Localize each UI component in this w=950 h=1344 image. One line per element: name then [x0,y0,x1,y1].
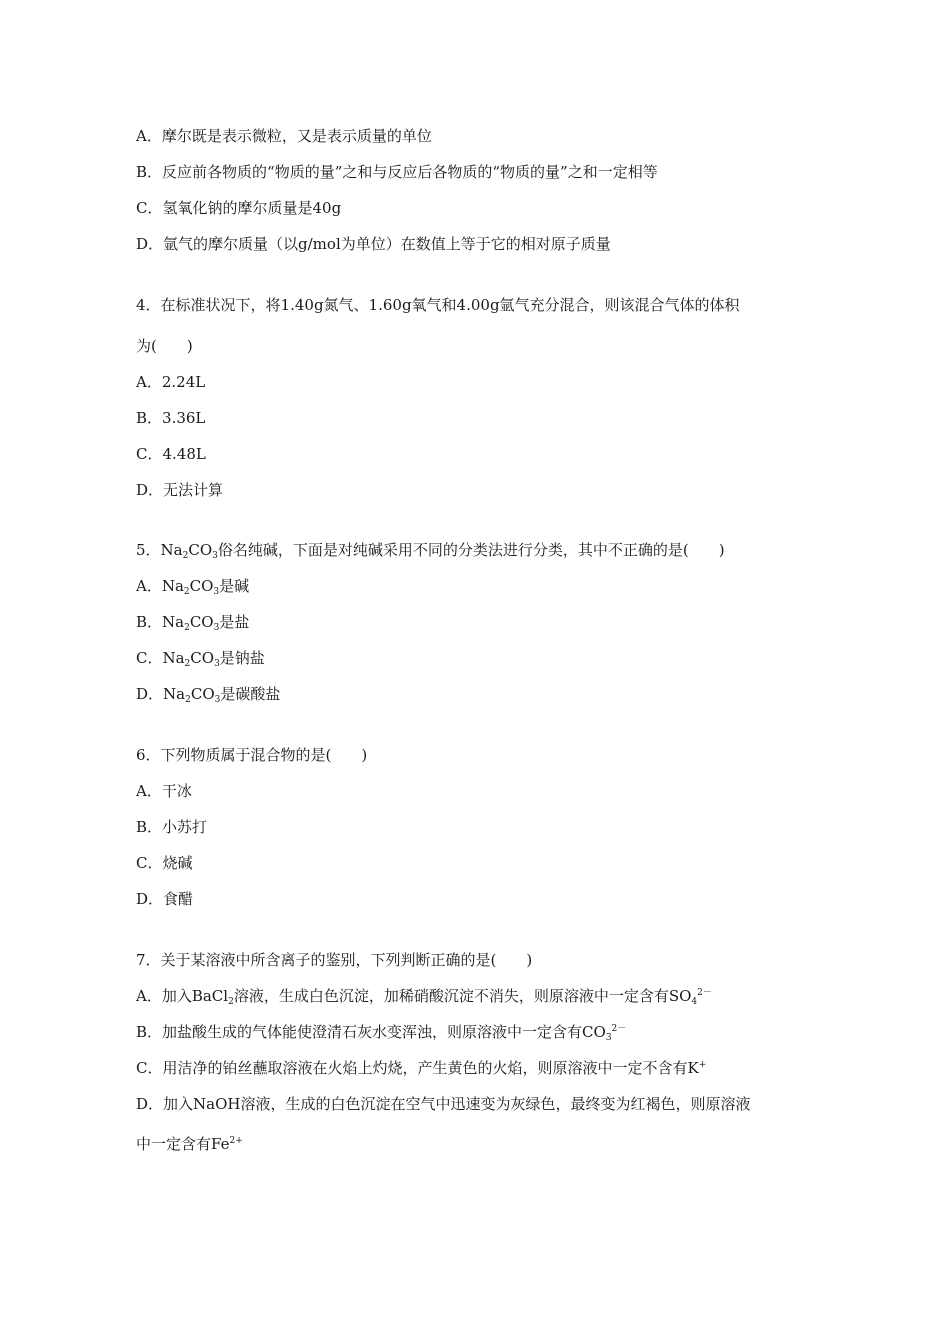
q5-stem-prefix: 5．Na [136,541,183,559]
q5-option-a [136,576,249,596]
q7-option-a [136,986,712,1006]
q5-stem-sub: 2 [182,551,189,561]
q5-option-formula: CO [190,685,215,703]
q5-option-d [136,684,280,704]
q5-option-b-suffix: 是盐 [219,613,250,631]
q7-option-c-sup: + [698,1060,707,1070]
q6-option-c: C．烧碱 [136,854,193,872]
q6-option-d: D．食醋 [136,890,194,908]
q4-option-a: A．2.24L [136,373,206,391]
q5-option-sub: 3 [214,659,220,669]
q7-option-b-sup: 2－ [611,1024,627,1034]
q6-option-a: A．干冰 [136,782,192,800]
q5-stem-mid: CO [188,541,213,559]
q6-stem: 6．下列物质属于混合物的是( ) [136,746,368,764]
q3-option-a: A．摩尔既是表示微粒，又是表示质量的单位 [136,127,432,145]
q3-option-b: B．反应前各物质的“物质的量”之和与反应后各物质的“物质的量”之和一定相等 [136,163,658,181]
q4-option-c: C．4.48L [136,445,206,463]
q5-option-sub: 3 [213,623,220,633]
q5-stem-sub: 3 [212,551,218,561]
q7-option-b [136,1022,626,1042]
q5-option-formula: CO [189,613,214,631]
q5-option-a-suffix: 是碱 [219,577,250,595]
q7-option-d-text: 中一定含有Fe [136,1135,230,1153]
q4-option-d: D．无法计算 [136,481,224,499]
q5-option-c-prefix: C．Na [136,649,185,667]
q5-option-sub: 2 [185,695,191,705]
q7-option-d-line1: D．加入NaOH溶液，生成的白色沉淀在空气中迅速变为灰绿色，最终变为红褐色，则原溶液 [136,1095,751,1113]
q5-option-b [136,612,249,632]
q5-option-sub: 2 [183,587,190,597]
q5-option-d-prefix: D．Na [136,685,186,703]
q7-option-d-sup: 2+ [229,1136,243,1146]
q5-option-d-suffix: 是碳酸盐 [220,685,281,703]
q7-option-a-sup: 2－ [697,988,712,998]
q5-option-formula: CO [189,577,214,595]
q5-option-c [136,648,265,668]
q3-option-c: C．氢氧化钠的摩尔质量是40g [136,199,342,217]
q5-option-a-prefix: A．Na [136,577,184,595]
q7-option-c [136,1058,706,1078]
q7-option-a-suffix: 溶液，生成白色沉淀，加稀硝酸沉淀不消失，则原溶液中一定含有SO [233,987,692,1005]
q5-stem-suffix: 俗名纯碱，下面是对纯碱采用不同的分类法进行分类，其中不正确的是( ) [217,541,725,559]
q5-option-b-prefix: B．Na [136,613,185,631]
q5-option-c-suffix: 是钠盐 [219,649,265,667]
q7-option-b-text: B．加盐酸生成的气体能使澄清石灰水变浑浊，则原溶液中一定含有CO [136,1023,606,1041]
q7-option-c-text: C．用洁净的铂丝蘸取溶液在火焰上灼烧，产生黄色的火焰，则原溶液中一定不含有K [136,1059,699,1077]
q7-option-a-sub2: 4 [691,997,698,1007]
q4-option-b: B．3.36L [136,409,206,427]
q7-option-b-sub: 3 [605,1033,612,1043]
q5-option-formula: CO [190,649,215,667]
q5-option-sub: 3 [213,587,220,597]
q5-stem [136,540,725,560]
q7-stem: 7．关于某溶液中所含离子的鉴别，下列判断正确的是( ) [136,951,533,969]
q7-option-a-sub: 2 [228,997,234,1007]
q3-option-d: D．氩气的摩尔质量（以g/mol为单位）在数值上等于它的相对原子质量 [136,235,611,253]
q5-option-sub: 2 [184,659,191,669]
q4-stem-line2: 为( ) [136,337,193,355]
q6-option-b: B．小苏打 [136,818,208,836]
q7-option-d-line2 [136,1134,243,1154]
q5-option-sub: 3 [214,695,221,705]
q4-stem-line1: 4．在标准状况下，将1.40g氮气、1.60g氧气和4.00g氩气充分混合，则该混合气体的体积 [136,296,740,314]
q5-option-sub: 2 [184,623,190,633]
q7-option-a-prefix: A．加入BaCl [136,987,229,1005]
